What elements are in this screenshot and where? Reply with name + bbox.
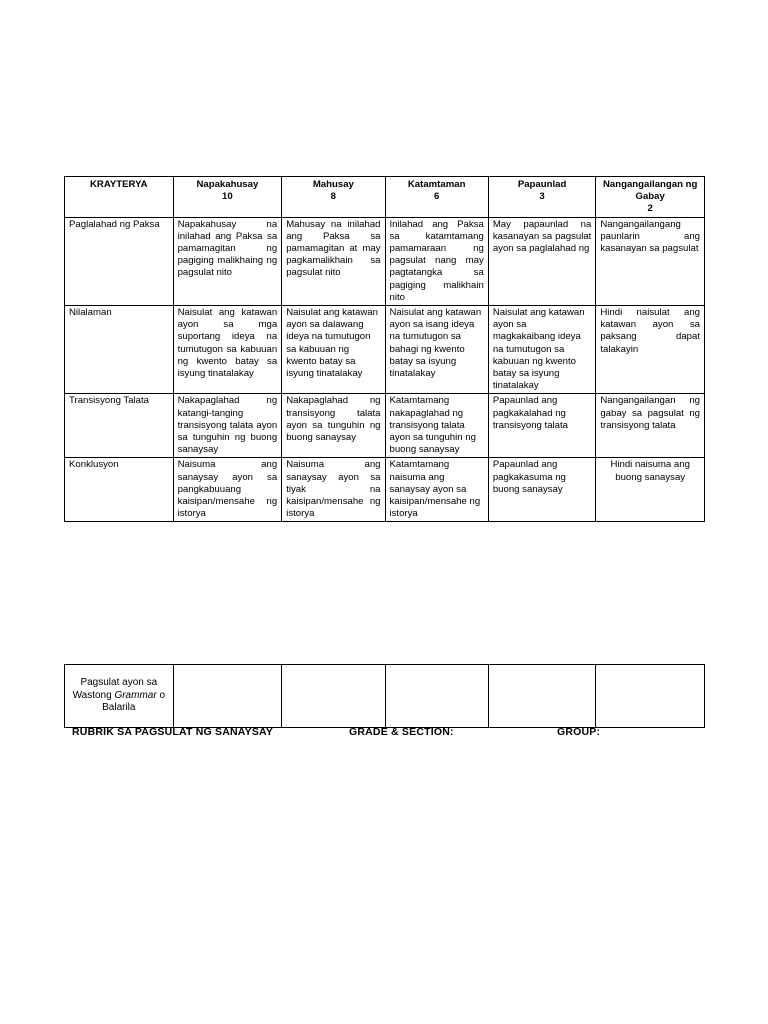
rubric-cell: Hindi naisulat ang katawan ayon sa paksang dapat talakayin — [596, 306, 705, 394]
rubric-cell: Nakapaglahad ng katangi-tanging transisyong talata ayon sa tunguhin ng buong sanaysay — [173, 394, 282, 458]
rubric-cell: Napakahusay na inilahad ang Paksa sa pamamagitan ng pagiging malikhaing ng pagsulat nito — [173, 217, 282, 305]
rubric-cell: Naisulat ang katawan ayon sa magkakaibang ideya na tumutugon sa kabuuan ng kwento batay sa isyung tinatalakay — [488, 306, 596, 394]
grammar-score-cell — [173, 665, 282, 728]
table-row — [65, 217, 705, 305]
table-row — [65, 394, 705, 458]
rubric-title: RUBRIK SA PAGSULAT NG SANAYSAY — [72, 726, 274, 738]
grammar-label-em: Grammar — [114, 689, 157, 701]
grammar-score-cell — [282, 665, 385, 728]
grammar-criterion-cell — [65, 665, 174, 728]
grammar-score-cell — [596, 665, 705, 728]
rubric-table — [64, 176, 705, 522]
grammar-table — [64, 664, 705, 728]
rubric-cell: Papaunlad ang pagkakasuma ng buong sanaysay — [488, 458, 596, 522]
rubric-cell: Naisuma ang sanaysay ayon sa pangkabuuang kaisipan/mensahe ng istorya — [173, 458, 282, 522]
criterion-cell: Konklusyon — [65, 458, 174, 522]
rubric-cell: Naisuma ang sanaysay ayon sa tiyak na kaisipan/mensahe ng istorya — [282, 458, 385, 522]
rubric-cell: Mahusay na inilahad ang Paksa sa pamamagitan at may pagkamalikhain sa pagsulat nito — [282, 217, 385, 305]
rubric-cell: Hindi naisuma ang buong sanaysay — [596, 458, 705, 522]
header-katamtaman: Katamtaman 6 — [385, 177, 488, 218]
grammar-label-pre: Pagsulat ayon sa Wastong — [72, 677, 158, 701]
header-papaunlad: Papaunlad 3 — [488, 177, 596, 218]
rubric-cell: Naisulat ang katawan ayon sa isang ideya na tumutugon sa bahagi ng kwento batay sa isyung tinatalakay — [385, 306, 488, 394]
group-label: GROUP: — [557, 726, 601, 738]
header-criteria: KRAYTERYA — [65, 177, 174, 218]
rubric-cell: Naisulat ang katawan ayon sa dalawang ideya na tumutugon sa kabuuan ng kwento batay sa isyung tinatalakay — [282, 306, 385, 394]
rubric-cell: May papaunlad na kasanayan sa pagsulat ayon sa paglalahad ng — [488, 217, 596, 305]
rubric-cell: Papaunlad ang pagkakalahad ng transisyong talata — [488, 394, 596, 458]
header-napakahusay: Napakahusay 10 — [173, 177, 282, 218]
grammar-label-post: o Balarila — [102, 689, 166, 714]
rubric-cell: Naisulat ang katawan ayon sa mga suportang ideya na tumutugon sa kabuuan ng kwento batay sa isyung tinatalakay — [173, 306, 282, 394]
grade-section-label: GRADE & SECTION: — [349, 726, 454, 738]
criterion-cell: Paglalahad ng Paksa — [65, 217, 174, 305]
header-row — [65, 177, 705, 218]
header-mahusay: Mahusay 8 — [282, 177, 385, 218]
rubric-cell: Katamtamang naisuma ang sanaysay ayon sa kaisipan/mensahe ng istorya — [385, 458, 488, 522]
grammar-score-cell — [488, 665, 596, 728]
rubric-cell: Nangangailangan ng gabay sa pagsulat ng transisyong talata — [596, 394, 705, 458]
rubric-cell: Inilahad ang Paksa sa katamtamang pamamaraan ng pagsulat nang may pagtatangka sa pagiging malikhain nito — [385, 217, 488, 305]
table-row — [65, 458, 705, 522]
grammar-row — [65, 665, 705, 728]
criterion-cell: Nilalaman — [65, 306, 174, 394]
header-nangangailangan: Nangangailangan ng Gabay 2 — [596, 177, 705, 218]
grammar-score-cell — [385, 665, 488, 728]
criterion-cell: Transisyong Talata — [65, 394, 174, 458]
table-row — [65, 306, 705, 394]
rubric-cell: Nakapaglahad ng transisyong talata ayon sa tunguhin ng buong sanaysay — [282, 394, 385, 458]
rubric-cell: Katamtamang nakapaglahad ng transisyong talata ayon sa tunguhin ng buong sanaysay — [385, 394, 488, 458]
rubric-cell: Nangangailangang paunlarin ang kasanayan sa pagsulat — [596, 217, 705, 305]
